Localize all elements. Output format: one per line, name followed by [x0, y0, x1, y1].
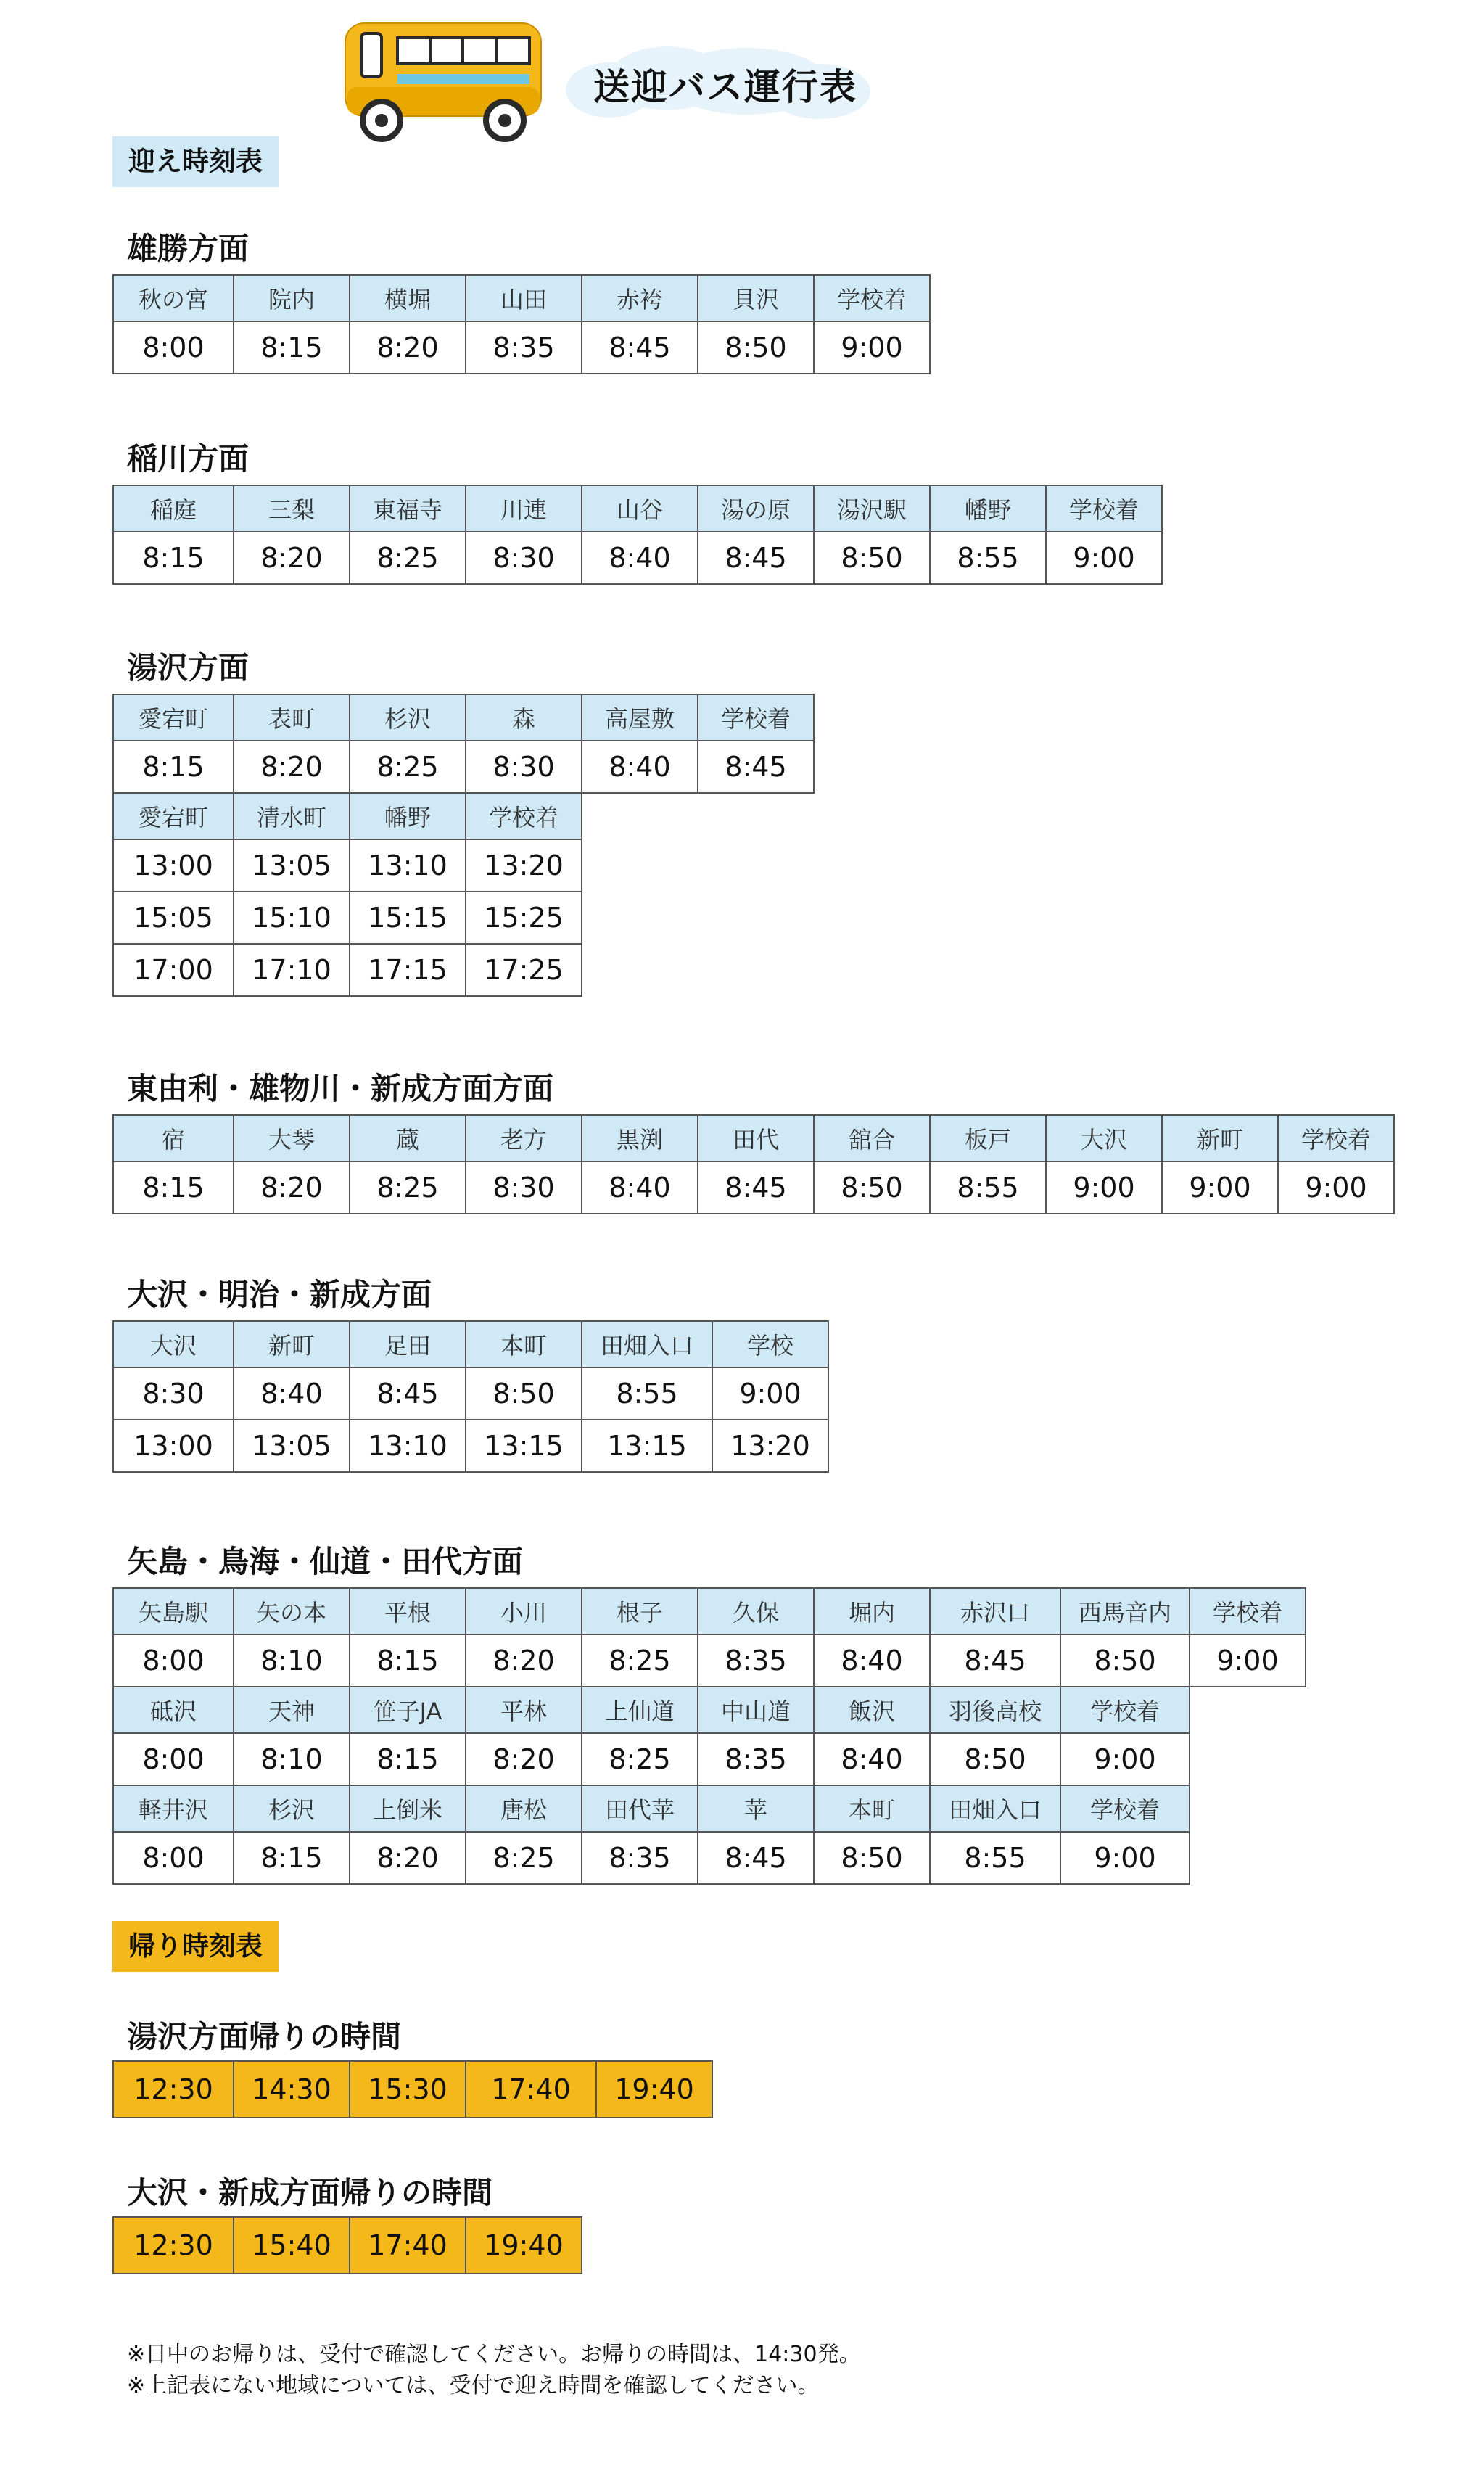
time-cell: 15:10	[234, 892, 350, 944]
time-cell: 8:40	[582, 532, 698, 584]
time-cell: 8:15	[113, 532, 234, 584]
time-cell: 9:00	[1060, 1832, 1190, 1884]
time-cell: 8:20	[234, 1161, 350, 1214]
table-header-row	[113, 1321, 828, 1367]
time-cell: 8:45	[698, 1832, 814, 1884]
return-time-cell: 12:30	[113, 2217, 234, 2274]
stop-header: 足田	[350, 1321, 466, 1367]
time-cell: 9:00	[1162, 1161, 1278, 1214]
time-cell: 8:20	[350, 321, 466, 374]
time-cell: 8:25	[582, 1733, 698, 1785]
schedule-table-higashiyuri	[112, 1114, 1395, 1214]
stop-header: 西馬音内	[1060, 1588, 1190, 1634]
time-cell: 13:10	[350, 1420, 466, 1472]
time-cell: 8:25	[350, 532, 466, 584]
section-title-ogachi: 雄勝方面	[127, 231, 250, 266]
stop-header: 川連	[466, 485, 582, 532]
stop-header: 赤沢口	[930, 1588, 1060, 1634]
stop-header: 学校着	[814, 275, 930, 321]
stop-header: 愛宕町	[113, 694, 234, 741]
time-cell: 8:30	[466, 1161, 582, 1214]
section-title-yuzawa: 湯沢方面	[127, 650, 250, 686]
time-cell: 8:45	[698, 1161, 814, 1214]
table-row	[113, 892, 814, 944]
page-title: 送迎バス運行表	[593, 66, 857, 108]
empty-cell	[698, 793, 814, 839]
table-header-row	[113, 694, 814, 741]
time-cell: 8:50	[1060, 1634, 1190, 1687]
table-row	[113, 1832, 1306, 1884]
stop-header: 愛宕町	[113, 793, 234, 839]
table-row	[113, 2061, 712, 2118]
time-cell: 8:15	[234, 1832, 350, 1884]
stop-header: 院内	[234, 275, 350, 321]
time-cell: 8:15	[350, 1634, 466, 1687]
empty-cell	[1190, 1785, 1306, 1832]
stop-header: 新町	[234, 1321, 350, 1367]
time-cell: 8:15	[350, 1733, 466, 1785]
time-cell: 8:50	[814, 1832, 930, 1884]
stop-header: 稲庭	[113, 485, 234, 532]
schedule-table-yuzawa	[112, 694, 815, 997]
table-header-row	[113, 1785, 1306, 1832]
return-time-cell: 15:30	[350, 2061, 466, 2118]
time-cell: 8:50	[466, 1367, 582, 1420]
stop-header: 根子	[582, 1588, 698, 1634]
time-cell: 8:35	[698, 1733, 814, 1785]
table-row	[113, 1161, 1394, 1214]
stop-header: 学校着	[698, 694, 814, 741]
stop-header: 笹子JA	[350, 1687, 466, 1733]
return-time-cell: 19:40	[466, 2217, 582, 2274]
time-cell: 13:20	[712, 1420, 828, 1472]
empty-cell	[582, 793, 698, 839]
stop-header: 湯の原	[698, 485, 814, 532]
time-cell: 13:05	[234, 839, 350, 892]
time-cell: 17:10	[234, 944, 350, 996]
time-cell: 8:55	[582, 1367, 712, 1420]
stop-header: 表町	[234, 694, 350, 741]
time-cell: 8:15	[234, 321, 350, 374]
stop-header: 田代苹	[582, 1785, 698, 1832]
time-cell: 8:45	[698, 532, 814, 584]
return-time-cell: 19:40	[596, 2061, 712, 2118]
time-cell: 8:50	[930, 1733, 1060, 1785]
time-cell: 8:45	[582, 321, 698, 374]
time-cell: 8:10	[234, 1733, 350, 1785]
return-time-cell: 14:30	[234, 2061, 350, 2118]
time-cell: 8:40	[582, 1161, 698, 1214]
time-cell: 8:25	[350, 1161, 466, 1214]
table-row	[113, 839, 814, 892]
empty-cell	[698, 892, 814, 944]
time-cell: 9:00	[1278, 1161, 1394, 1214]
stop-header: 杉沢	[234, 1785, 350, 1832]
time-cell: 9:00	[712, 1367, 828, 1420]
time-cell: 15:15	[350, 892, 466, 944]
stop-header: 幡野	[930, 485, 1046, 532]
stop-header: 平林	[466, 1687, 582, 1733]
stop-header: 清水町	[234, 793, 350, 839]
section-title-higashiyuri: 東由利・雄物川・新成方面方面	[127, 1071, 554, 1106]
time-cell: 17:15	[350, 944, 466, 996]
time-cell: 9:00	[1060, 1733, 1190, 1785]
time-cell: 8:00	[113, 1634, 234, 1687]
return-table-yuzawa	[112, 2060, 713, 2118]
time-cell: 8:15	[113, 1161, 234, 1214]
time-cell: 13:15	[582, 1420, 712, 1472]
empty-cell	[698, 944, 814, 996]
time-cell: 8:20	[350, 1832, 466, 1884]
section-title-osawa-return: 大沢・新成方面帰りの時間	[127, 2175, 493, 2210]
table-row	[113, 1420, 828, 1472]
return-schedule-badge: 帰り時刻表	[112, 1921, 279, 1972]
stop-header: 矢島駅	[113, 1588, 234, 1634]
note-other-areas: ※上記表にない地域については、受付で迎え時間を確認してください。	[127, 2373, 820, 2398]
stop-header: 東福寺	[350, 485, 466, 532]
stop-header: 学校着	[1278, 1115, 1394, 1161]
time-cell: 8:00	[113, 1832, 234, 1884]
time-cell: 9:00	[1046, 1161, 1162, 1214]
stop-header: 学校着	[1046, 485, 1162, 532]
stop-header: 上倒米	[350, 1785, 466, 1832]
stop-header: 田畑入口	[930, 1785, 1060, 1832]
stop-header: 飯沢	[814, 1687, 930, 1733]
empty-cell	[1190, 1733, 1306, 1785]
section-title-yuzawa-return: 湯沢方面帰りの時間	[127, 2019, 402, 2055]
stop-header: 森	[466, 694, 582, 741]
stop-header: 久保	[698, 1588, 814, 1634]
stop-header: 唐松	[466, 1785, 582, 1832]
stop-header: 天神	[234, 1687, 350, 1733]
stop-header: 田代	[698, 1115, 814, 1161]
time-cell: 8:20	[466, 1733, 582, 1785]
stop-header: 湯沢駅	[814, 485, 930, 532]
table-row	[113, 2217, 582, 2274]
table-header-row	[113, 275, 930, 321]
stop-header: 中山道	[698, 1687, 814, 1733]
section-title-inakawa: 稲川方面	[127, 441, 250, 477]
time-cell: 8:45	[698, 741, 814, 793]
time-cell: 13:00	[113, 1420, 234, 1472]
time-cell: 8:20	[234, 532, 350, 584]
stop-header: 矢の本	[234, 1588, 350, 1634]
time-cell: 13:05	[234, 1420, 350, 1472]
stop-header: 幡野	[350, 793, 466, 839]
stop-header: 秋の宮	[113, 275, 234, 321]
time-cell: 8:55	[930, 1832, 1060, 1884]
stop-header: 田畑入口	[582, 1321, 712, 1367]
stop-header: 赤袴	[582, 275, 698, 321]
stop-header: 宿	[113, 1115, 234, 1161]
time-cell: 8:40	[582, 741, 698, 793]
stop-header: 上仙道	[582, 1687, 698, 1733]
time-cell: 8:55	[930, 532, 1046, 584]
schedule-table-inakawa	[112, 485, 1163, 585]
table-header-row	[113, 1687, 1306, 1733]
time-cell: 13:15	[466, 1420, 582, 1472]
table-row	[113, 1634, 1306, 1687]
time-cell: 8:50	[814, 1161, 930, 1214]
stop-header: 大沢	[113, 1321, 234, 1367]
time-cell: 9:00	[1190, 1634, 1306, 1687]
time-cell: 8:40	[234, 1367, 350, 1420]
stop-header: 貝沢	[698, 275, 814, 321]
stop-header: 学校着	[1190, 1588, 1306, 1634]
schedule-table-ogachi	[112, 274, 931, 374]
stop-header: 老方	[466, 1115, 582, 1161]
time-cell: 8:55	[930, 1161, 1046, 1214]
table-header-row	[113, 793, 814, 839]
time-cell: 8:10	[234, 1634, 350, 1687]
time-cell: 8:00	[113, 321, 234, 374]
time-cell: 8:20	[466, 1634, 582, 1687]
table-header-row	[113, 485, 1162, 532]
time-cell: 17:25	[466, 944, 582, 996]
empty-cell	[582, 944, 698, 996]
time-cell: 13:00	[113, 839, 234, 892]
table-row	[113, 741, 814, 793]
time-cell: 8:50	[698, 321, 814, 374]
return-time-cell: 17:40	[350, 2217, 466, 2274]
stop-header: 横堀	[350, 275, 466, 321]
time-cell: 13:20	[466, 839, 582, 892]
empty-cell	[698, 839, 814, 892]
note-daytime-return: ※日中のお帰りは、受付で確認してください。お帰りの時間は、14:30発。	[127, 2342, 861, 2367]
stop-header: 蔵	[350, 1115, 466, 1161]
section-title-yashima: 矢島・鳥海・仙道・田代方面	[127, 1544, 524, 1579]
schedule-table-osawa	[112, 1320, 829, 1473]
schedule-table-yashima	[112, 1587, 1306, 1885]
empty-cell	[1190, 1832, 1306, 1884]
stop-header: 平根	[350, 1588, 466, 1634]
time-cell: 8:35	[466, 321, 582, 374]
time-cell: 8:40	[814, 1733, 930, 1785]
time-cell: 8:25	[582, 1634, 698, 1687]
time-cell: 8:25	[350, 741, 466, 793]
stop-header: 大沢	[1046, 1115, 1162, 1161]
time-cell: 8:00	[113, 1733, 234, 1785]
stop-header: 山谷	[582, 485, 698, 532]
stop-header: 高屋敷	[582, 694, 698, 741]
stop-header: 三梨	[234, 485, 350, 532]
time-cell: 8:20	[234, 741, 350, 793]
pickup-schedule-badge: 迎え時刻表	[112, 136, 279, 187]
table-row	[113, 321, 930, 374]
stop-header: 学校	[712, 1321, 828, 1367]
table-row	[113, 1367, 828, 1420]
time-cell: 15:05	[113, 892, 234, 944]
time-cell: 9:00	[1046, 532, 1162, 584]
table-header-row	[113, 1588, 1306, 1634]
time-cell: 8:30	[466, 532, 582, 584]
time-cell: 8:45	[930, 1634, 1060, 1687]
stop-header: 苹	[698, 1785, 814, 1832]
stop-header: 羽後高校	[930, 1687, 1060, 1733]
stop-header: 学校着	[1060, 1687, 1190, 1733]
table-row	[113, 944, 814, 996]
time-cell: 8:15	[113, 741, 234, 793]
time-cell: 8:35	[582, 1832, 698, 1884]
bus-icon	[339, 22, 550, 145]
stop-header: 砥沢	[113, 1687, 234, 1733]
time-cell: 8:50	[814, 532, 930, 584]
stop-header: 山田	[466, 275, 582, 321]
time-cell: 9:00	[814, 321, 930, 374]
stop-header: 新町	[1162, 1115, 1278, 1161]
time-cell: 17:00	[113, 944, 234, 996]
stop-header: 学校着	[466, 793, 582, 839]
time-cell: 8:40	[814, 1634, 930, 1687]
stop-header: 本町	[814, 1785, 930, 1832]
stop-header: 舘合	[814, 1115, 930, 1161]
time-cell: 8:30	[113, 1367, 234, 1420]
return-table-osawa	[112, 2216, 582, 2274]
stop-header: 本町	[466, 1321, 582, 1367]
stop-header: 杉沢	[350, 694, 466, 741]
time-cell: 8:45	[350, 1367, 466, 1420]
table-row	[113, 532, 1162, 584]
time-cell: 13:10	[350, 839, 466, 892]
time-cell: 8:30	[466, 741, 582, 793]
table-row	[113, 1733, 1306, 1785]
return-time-cell: 15:40	[234, 2217, 350, 2274]
empty-cell	[1190, 1687, 1306, 1733]
stop-header: 黒渕	[582, 1115, 698, 1161]
time-cell: 15:25	[466, 892, 582, 944]
return-time-cell: 17:40	[466, 2061, 596, 2118]
stop-header: 大琴	[234, 1115, 350, 1161]
page-header	[0, 0, 1484, 145]
table-header-row	[113, 1115, 1394, 1161]
stop-header: 板戸	[930, 1115, 1046, 1161]
section-title-osawa: 大沢・明治・新成方面	[127, 1277, 432, 1312]
empty-cell	[582, 892, 698, 944]
time-cell: 8:25	[466, 1832, 582, 1884]
time-cell: 8:35	[698, 1634, 814, 1687]
empty-cell	[582, 839, 698, 892]
stop-header: 小川	[466, 1588, 582, 1634]
return-time-cell: 12:30	[113, 2061, 234, 2118]
stop-header: 学校着	[1060, 1785, 1190, 1832]
stop-header: 堀内	[814, 1588, 930, 1634]
stop-header: 軽井沢	[113, 1785, 234, 1832]
